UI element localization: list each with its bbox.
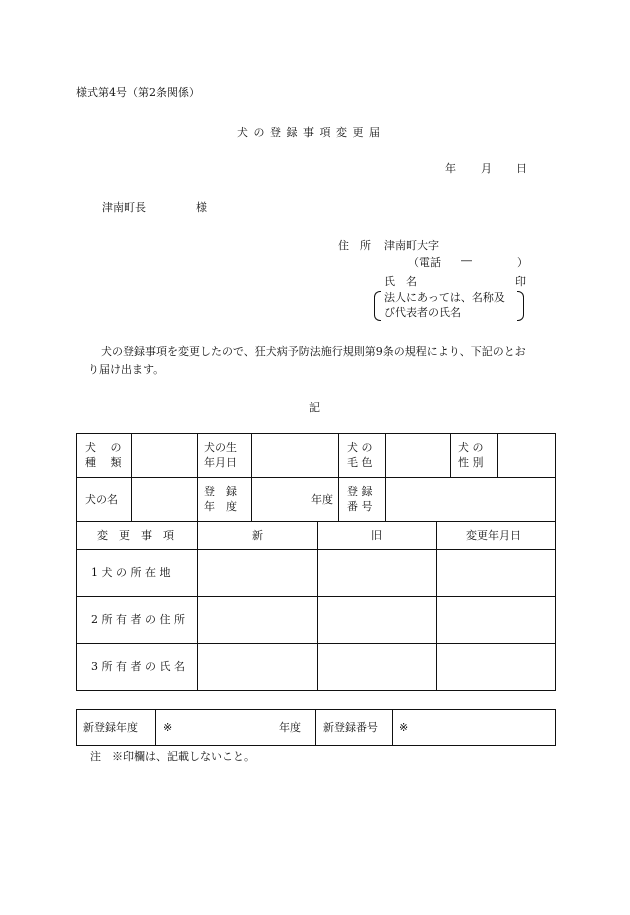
- coat-label: [347, 440, 373, 470]
- row-divider: [77, 596, 555, 597]
- bracket-right: [517, 291, 524, 321]
- reg-year-suffix: 年度: [311, 493, 333, 506]
- corp-note-line2: び代表者の氏名: [384, 306, 461, 319]
- corp-note-text: [384, 290, 505, 320]
- footnote: 注 ※印欄は、記載しないこと。: [90, 750, 255, 763]
- header-change-date: 変更年月日: [466, 529, 521, 542]
- date-year: 年: [445, 162, 456, 175]
- coat-label-2: 毛 色: [347, 456, 373, 469]
- new-reg-no-mark: ※: [399, 721, 409, 734]
- corp-note-line1: 法人にあっては、名称及: [384, 291, 505, 304]
- new-reg-year-mark: ※: [163, 721, 173, 734]
- address-label: 住 所: [338, 239, 371, 252]
- col-divider: [392, 710, 393, 745]
- phone-close: ）: [517, 256, 528, 269]
- birth-label: [204, 440, 237, 470]
- row-dog-location: 1 犬 の 所 在 地: [91, 566, 171, 579]
- row-divider: [77, 477, 555, 478]
- dog-type-label: [85, 440, 122, 470]
- sex-label-2: 性 別: [458, 456, 484, 469]
- new-reg-year-suffix: 年度: [279, 721, 301, 734]
- header-old: 旧: [371, 529, 382, 542]
- col-divider: [450, 434, 451, 477]
- birth-label-1: 犬の生: [204, 441, 237, 454]
- col-divider: [197, 521, 198, 691]
- sex-label: [458, 440, 484, 470]
- row-divider: [77, 521, 555, 522]
- date-month: 月: [481, 162, 492, 175]
- col-divider: [497, 434, 498, 477]
- form-number: 様式第4号（第2条関係）: [76, 86, 200, 99]
- col-divider: [155, 710, 156, 745]
- addressee-honorific: 様: [196, 201, 207, 214]
- dog-name-label: 犬の名: [85, 493, 118, 506]
- reg-no-label-2: 番 号: [347, 500, 373, 513]
- col-divider: [436, 521, 437, 691]
- dog-type-label-1: 犬 の: [85, 441, 122, 454]
- bracket-left: [374, 291, 381, 321]
- reg-no-label-1: 登 録: [347, 485, 373, 498]
- dog-type-label-2: 種 類: [85, 456, 122, 469]
- col-divider: [315, 710, 316, 745]
- row-divider: [77, 549, 555, 550]
- row-divider: [77, 643, 555, 644]
- col-divider: [197, 434, 198, 521]
- date-day: 日: [516, 162, 527, 175]
- ki-heading: 記: [309, 401, 320, 414]
- col-divider: [131, 434, 132, 521]
- reg-no-label: [347, 484, 373, 514]
- reg-year-label-1: 登 録: [204, 485, 237, 498]
- col-divider: [251, 434, 252, 521]
- address-value: 津南町大字: [384, 239, 439, 252]
- addressee-name: 津南町長: [102, 201, 146, 214]
- corp-note: [374, 290, 524, 320]
- sex-label-1: 犬 の: [458, 441, 484, 454]
- row-owner-name: 3 所 有 者 の 氏 名: [91, 660, 185, 673]
- new-reg-no-label: 新登録番号: [323, 721, 378, 734]
- birth-label-2: 年月日: [204, 456, 237, 469]
- registration-table: [76, 433, 556, 691]
- phone-dash: ―: [461, 254, 472, 267]
- new-registration-table: [76, 709, 556, 746]
- col-divider: [385, 434, 386, 521]
- col-divider: [317, 521, 318, 691]
- header-change-items: 変 更 事 項: [97, 529, 174, 542]
- coat-label-1: 犬 の: [347, 441, 373, 454]
- header-new: 新: [252, 529, 263, 542]
- new-reg-year-label: 新登録年度: [83, 721, 138, 734]
- row-owner-address: 2 所 有 者 の 住 所: [91, 613, 185, 626]
- body-line2: り届け出ます。: [88, 363, 165, 376]
- page-title: 犬 の 登 録 事 項 変 更 届: [237, 126, 381, 139]
- name-label: 氏 名: [384, 275, 417, 288]
- seal-mark: 印: [515, 275, 526, 288]
- reg-year-label-2: 年 度: [204, 500, 237, 513]
- col-divider: [338, 434, 339, 521]
- body-line1: 犬の登録事項を変更したので、狂犬病予防法施行規則第9条の規程により、下記のとお: [101, 345, 526, 358]
- reg-year-label: [204, 484, 237, 514]
- phone-open: （電話: [408, 256, 441, 269]
